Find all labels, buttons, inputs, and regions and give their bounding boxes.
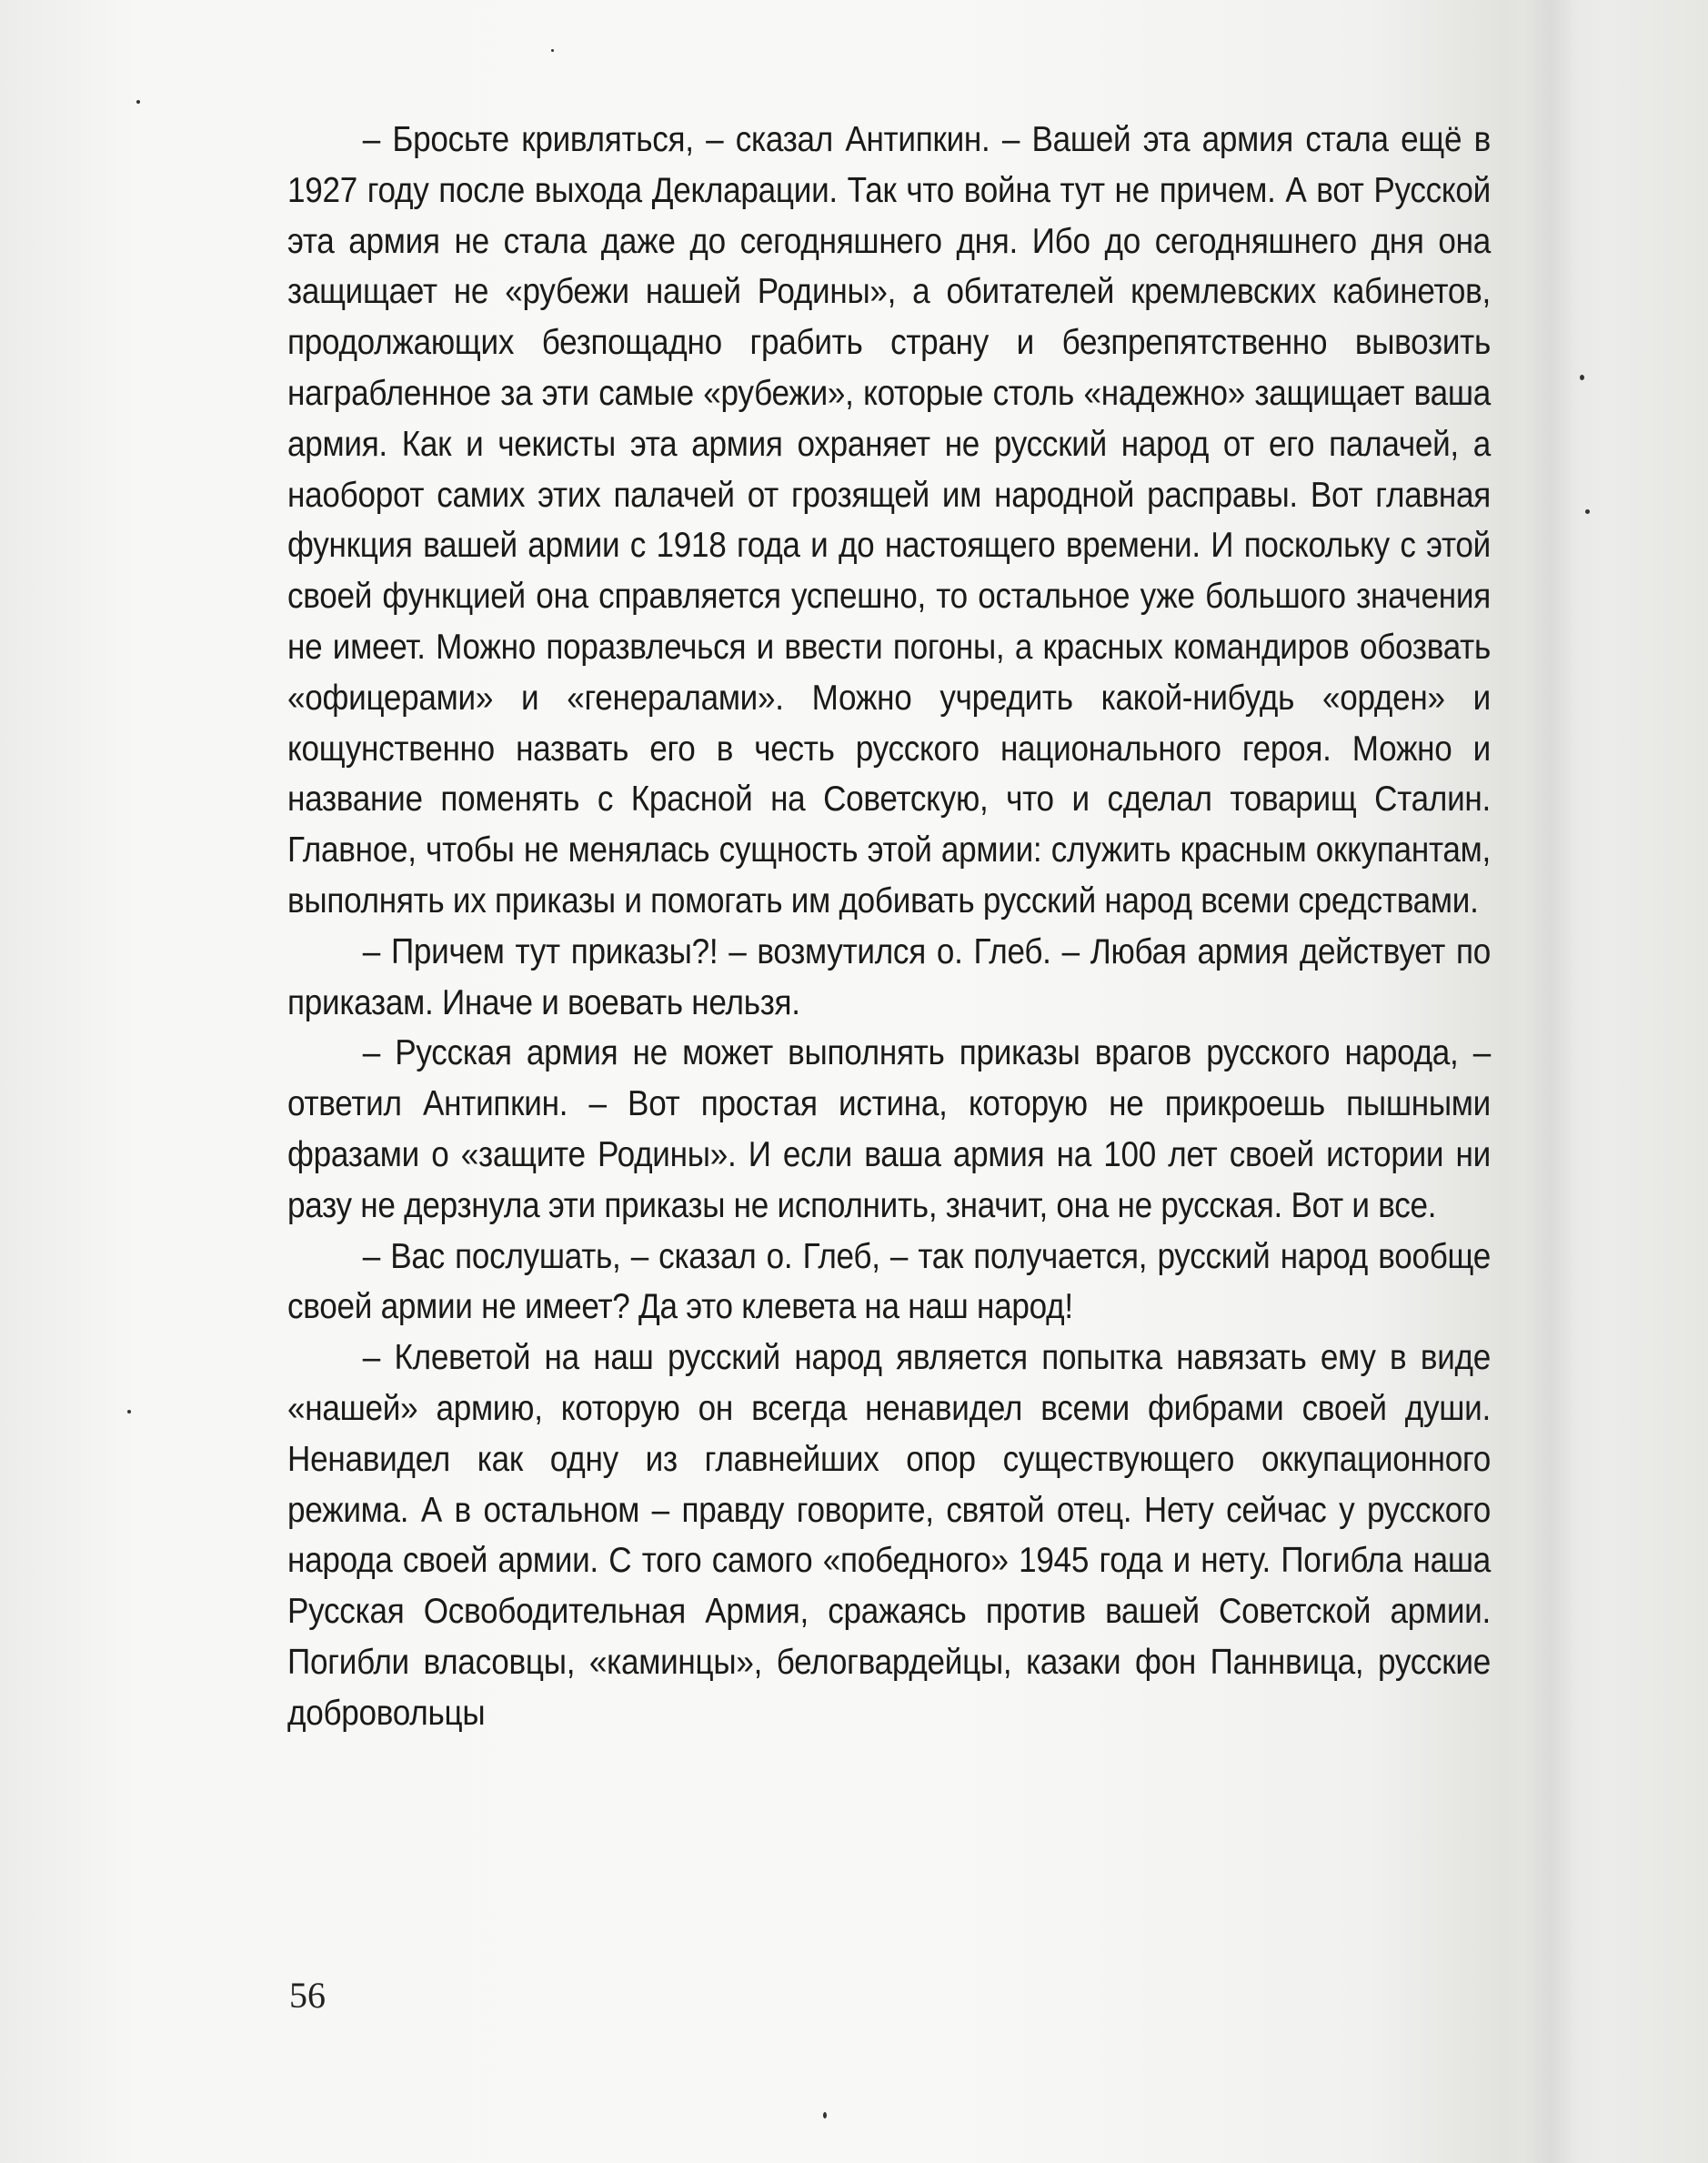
dust-speck bbox=[1580, 375, 1584, 380]
body-text bbox=[287, 115, 1491, 1739]
paragraph: – Причем тут приказы?! – возмутился о. Глеб. – Любая армия действует по приказам. Иначе и воевать нельзя. bbox=[287, 931, 1491, 1022]
dust-speck bbox=[127, 1410, 131, 1413]
dust-speck bbox=[1585, 509, 1590, 514]
paragraph: – Русская армия не может выполнять приказы врагов русского народа, – ответил Антипкин. – Вот простая истина, которую не прикроешь пышными фразами о «защите Родины». И если ваша армия на 100 лет своей истории ни разу не дерзнула эти приказы не исполнить, значит, она не русская. Вот и все. bbox=[287, 1033, 1491, 1225]
dust-speck bbox=[551, 49, 554, 52]
paragraph: – Бросьте кривляться, – сказал Антипкин. – Вашей эта армия стала ещё в 1927 году после выхода Декларации. Так что война тут не причем. А вот Русской эта армия не стала даже до сегодняшнего дня. Ибо до сегодняшнего дня она защищает не «рубежи нашей Родины», а обитателей кремлевских кабинетов, продолжающих безпощадно грабить страну и безпрепятственно вывозить награбленное за эти самые «рубежи», которые столь «надежно» защищает ваша армия. Как и чекисты эта армия охраняет не русский народ от его палачей, а наоборот самих этих палачей от грозящей им народной расправы. Вот главная функция вашей армии с 1918 года и до настоящего времени. И поскольку с этой своей функцией она справляется успешно, то остальное уже большого значения не имеет. Можно поразвлечься и ввести погоны, а красных командиров обозвать «офицерами» и «генералами». Можно учредить какой-нибудь «орден» и кощунственно назвать его в честь русского национального героя. Можно и название поменять с Красной на Советскую, что и сделал товарищ Сталин. Главное, чтобы не менялась сущность этой армии: служить красным оккупантам, выполнять их приказы и помогать им добивать русский народ всеми средствами. bbox=[287, 120, 1491, 921]
page-edge-shadow bbox=[1523, 0, 1578, 2163]
page-number: 56 bbox=[289, 1975, 326, 2016]
dust-speck bbox=[136, 100, 140, 104]
dust-speck bbox=[823, 2112, 827, 2118]
paragraph: – Клеветой на наш русский народ является попытка навязать ему в виде «нашей» армию, которую он всегда ненавидел всеми фибрами своей души. Ненавидел как одну из главнейших опор существующего оккупационного режима. А в остальном – правду говорите, святой отец. Нету сейчас у русского народа своей армии. С того самого «победного» 1945 года и нету. Погибла наша Русская Освободительная Армия, сражаясь против вашей Советской армии. Погибли власовцы, «каминцы», белогвардейцы, казаки фон Паннвица, русские добровольцы bbox=[287, 1338, 1491, 1733]
paragraph: – Вас послушать, – сказал о. Глеб, – так получается, русский народ вообще своей армии не имеет? Да это клевета на наш народ! bbox=[287, 1236, 1491, 1327]
